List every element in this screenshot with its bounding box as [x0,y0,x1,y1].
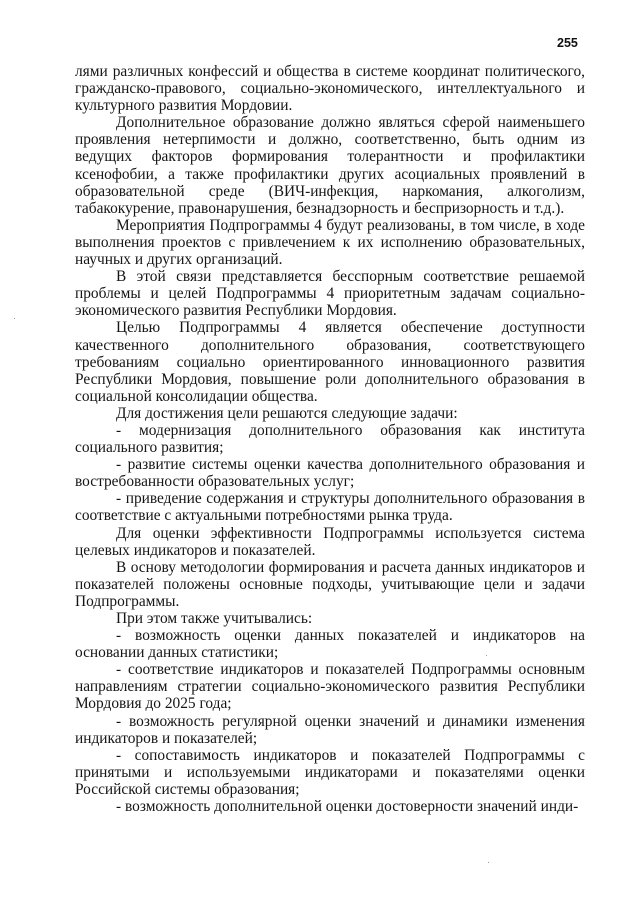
paragraph-indicators: Для оценки эффективности Подпрограммы используется система целевых индикаторов и показателей. [75,524,585,559]
list-item-statistics: - возможность оценки данных показателей и индикаторов на основании данных статистики; [75,627,585,662]
page-number: 255 [557,36,578,50]
body-text [75,63,585,815]
paragraph-goal: Целью Подпрограммы 4 является обеспечение доступности качественного дополнительного образования, соответствующего требованиям социально ориентированного инновационного развития Республики Мордовия, повышение роли дополнительного образования в социальной консолидации общества. [75,319,585,405]
scan-fleck [14,318,15,319]
list-item-task-content: - приведение содержания и структуры дополнительного образования в соответствие с актуальными потребностями рынка труда. [75,490,585,525]
scan-fleck [486,655,487,656]
paragraph-tasks-intro: Для достижения цели решаются следующие задачи: [116,404,458,422]
paragraph-methodology: В основу методологии формирования и расчета данных индикаторов и показателей положены основные подходы, учитывающие цели и задачи Подпрограммы. [75,558,585,610]
list-item-task-quality: - развитие системы оценки качества дополнительного образования и востребованности образовательных услуг; [75,456,585,491]
paragraph-measures: Мероприятия Подпрограммы 4 будут реализованы, в том числе, в ходе выполнения проектов с привлечением к их исполнению образовательных, научных и других организаций. [75,216,585,269]
list-item-strategy: - соответствие индикаторов и показателей Подпрограммы основным направлениям стратегии социально-экономического развития Республики Мордовия до 2025 года; [75,661,585,713]
paragraph-considered: При этом также учитывались: [116,610,313,627]
list-item-regular-assessment: - возможность регулярной оценки значений и динамики изменения индикаторов и показателей; [75,712,585,747]
list-item-task-modernization: - модернизация дополнительного образования как института социального развития; [75,421,585,457]
list-item-comparability: - сопоставимость индикаторов и показателей Подпрограммы с принятыми и используемыми индикаторами и показателями оценки Российской системы образования; [75,746,585,798]
list-item-reliability: - возможность дополнительной оценки достоверности значений инди- [116,798,579,816]
paragraph-tolerance: Дополнительное образование должно являться сферой наименьшего проявления нетерпимости и должно, соответственно, быть одним из ведущих факторов формирования толерантности и профилактики ксенофобии, а также профилактики других асоциальных проявлений в образовательной среде (ВИЧ-инфекция, наркомания, алкоголизм, табакокурение, правонарушения, безнадзорность и беспризорность и т.д.). [75,114,585,217]
paragraph-continuation: лями различных конфессий и общества в системе координат политического, гражданско-правового, социально-экономического, интеллектуального и культурного развития Мордовии. [75,63,585,115]
scan-fleck [488,862,489,863]
paragraph-correspondence: В этой связи представляется бесспорным соответствие решаемой проблемы и целей Подпрограммы 4 приоритетным задачам социально-экономического развития Республики Мордовия. [75,268,585,320]
